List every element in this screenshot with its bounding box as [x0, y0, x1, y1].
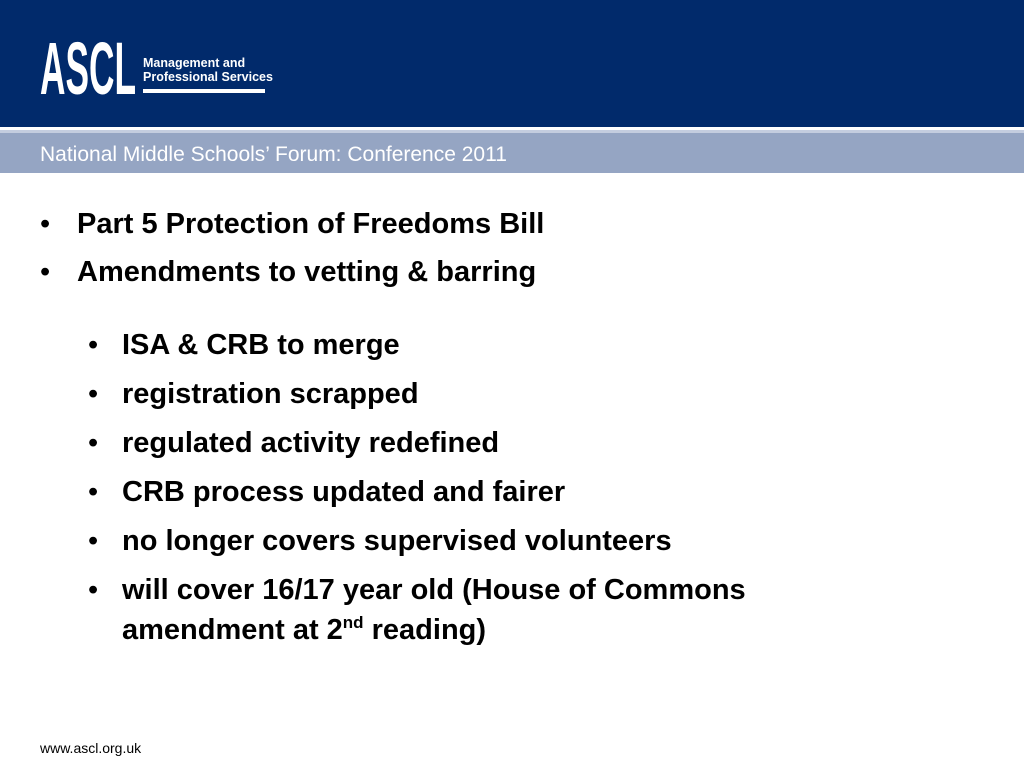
slide-content [0, 200, 1024, 659]
list-item [0, 248, 1024, 296]
logo-tagline [143, 56, 273, 84]
bullet-text: Amendments to vetting & barring [77, 256, 537, 288]
bullet-text: registration scrapped [122, 378, 419, 410]
ordinal-superscript: nd [342, 613, 364, 632]
bullet-text: ISA & CRB to merge [122, 329, 400, 361]
list-item [0, 570, 1024, 650]
bullet-icon: • [88, 378, 99, 410]
list-item [0, 521, 1024, 561]
logo-tagline-line2: Professional Services [143, 70, 273, 84]
logo-tagline-line1: Management and [143, 56, 246, 70]
bullet-icon: • [88, 329, 99, 361]
bullet-text: CRB process updated and fairer [122, 476, 566, 508]
svg-text:ASCL: ASCL [40, 36, 136, 100]
bullet-icon: • [40, 208, 51, 240]
bullet-icon: • [40, 256, 51, 288]
bullet-icon: • [88, 574, 99, 606]
bullet-icon: • [88, 427, 99, 459]
footer-url: www.ascl.org.uk [40, 740, 142, 756]
main-bullet-list [0, 200, 1024, 296]
list-item [0, 423, 1024, 463]
list-item [0, 374, 1024, 414]
ascl-logo [40, 36, 273, 100]
bullet-text-after: reading) [363, 614, 487, 646]
bullet-text: Part 5 Protection of Freedoms Bill [77, 208, 545, 240]
slide-subtitle: National Middle Schools’ Forum: Conference 2011 [40, 143, 507, 166]
ascl-logo-mark [40, 36, 136, 100]
bullet-text: regulated activity redefined [122, 427, 500, 459]
sub-bullet-list [0, 325, 1024, 650]
bullet-text: no longer covers supervised volunteers [122, 525, 672, 557]
bullet-icon: • [88, 525, 99, 557]
list-item [0, 472, 1024, 512]
list-item [0, 325, 1024, 365]
bullet-text-before: will cover 16/17 year old (House of Commons amendment at 2 [122, 574, 746, 646]
list-item [0, 200, 1024, 248]
bullet-icon: • [88, 476, 99, 508]
logo-underline [143, 89, 265, 93]
